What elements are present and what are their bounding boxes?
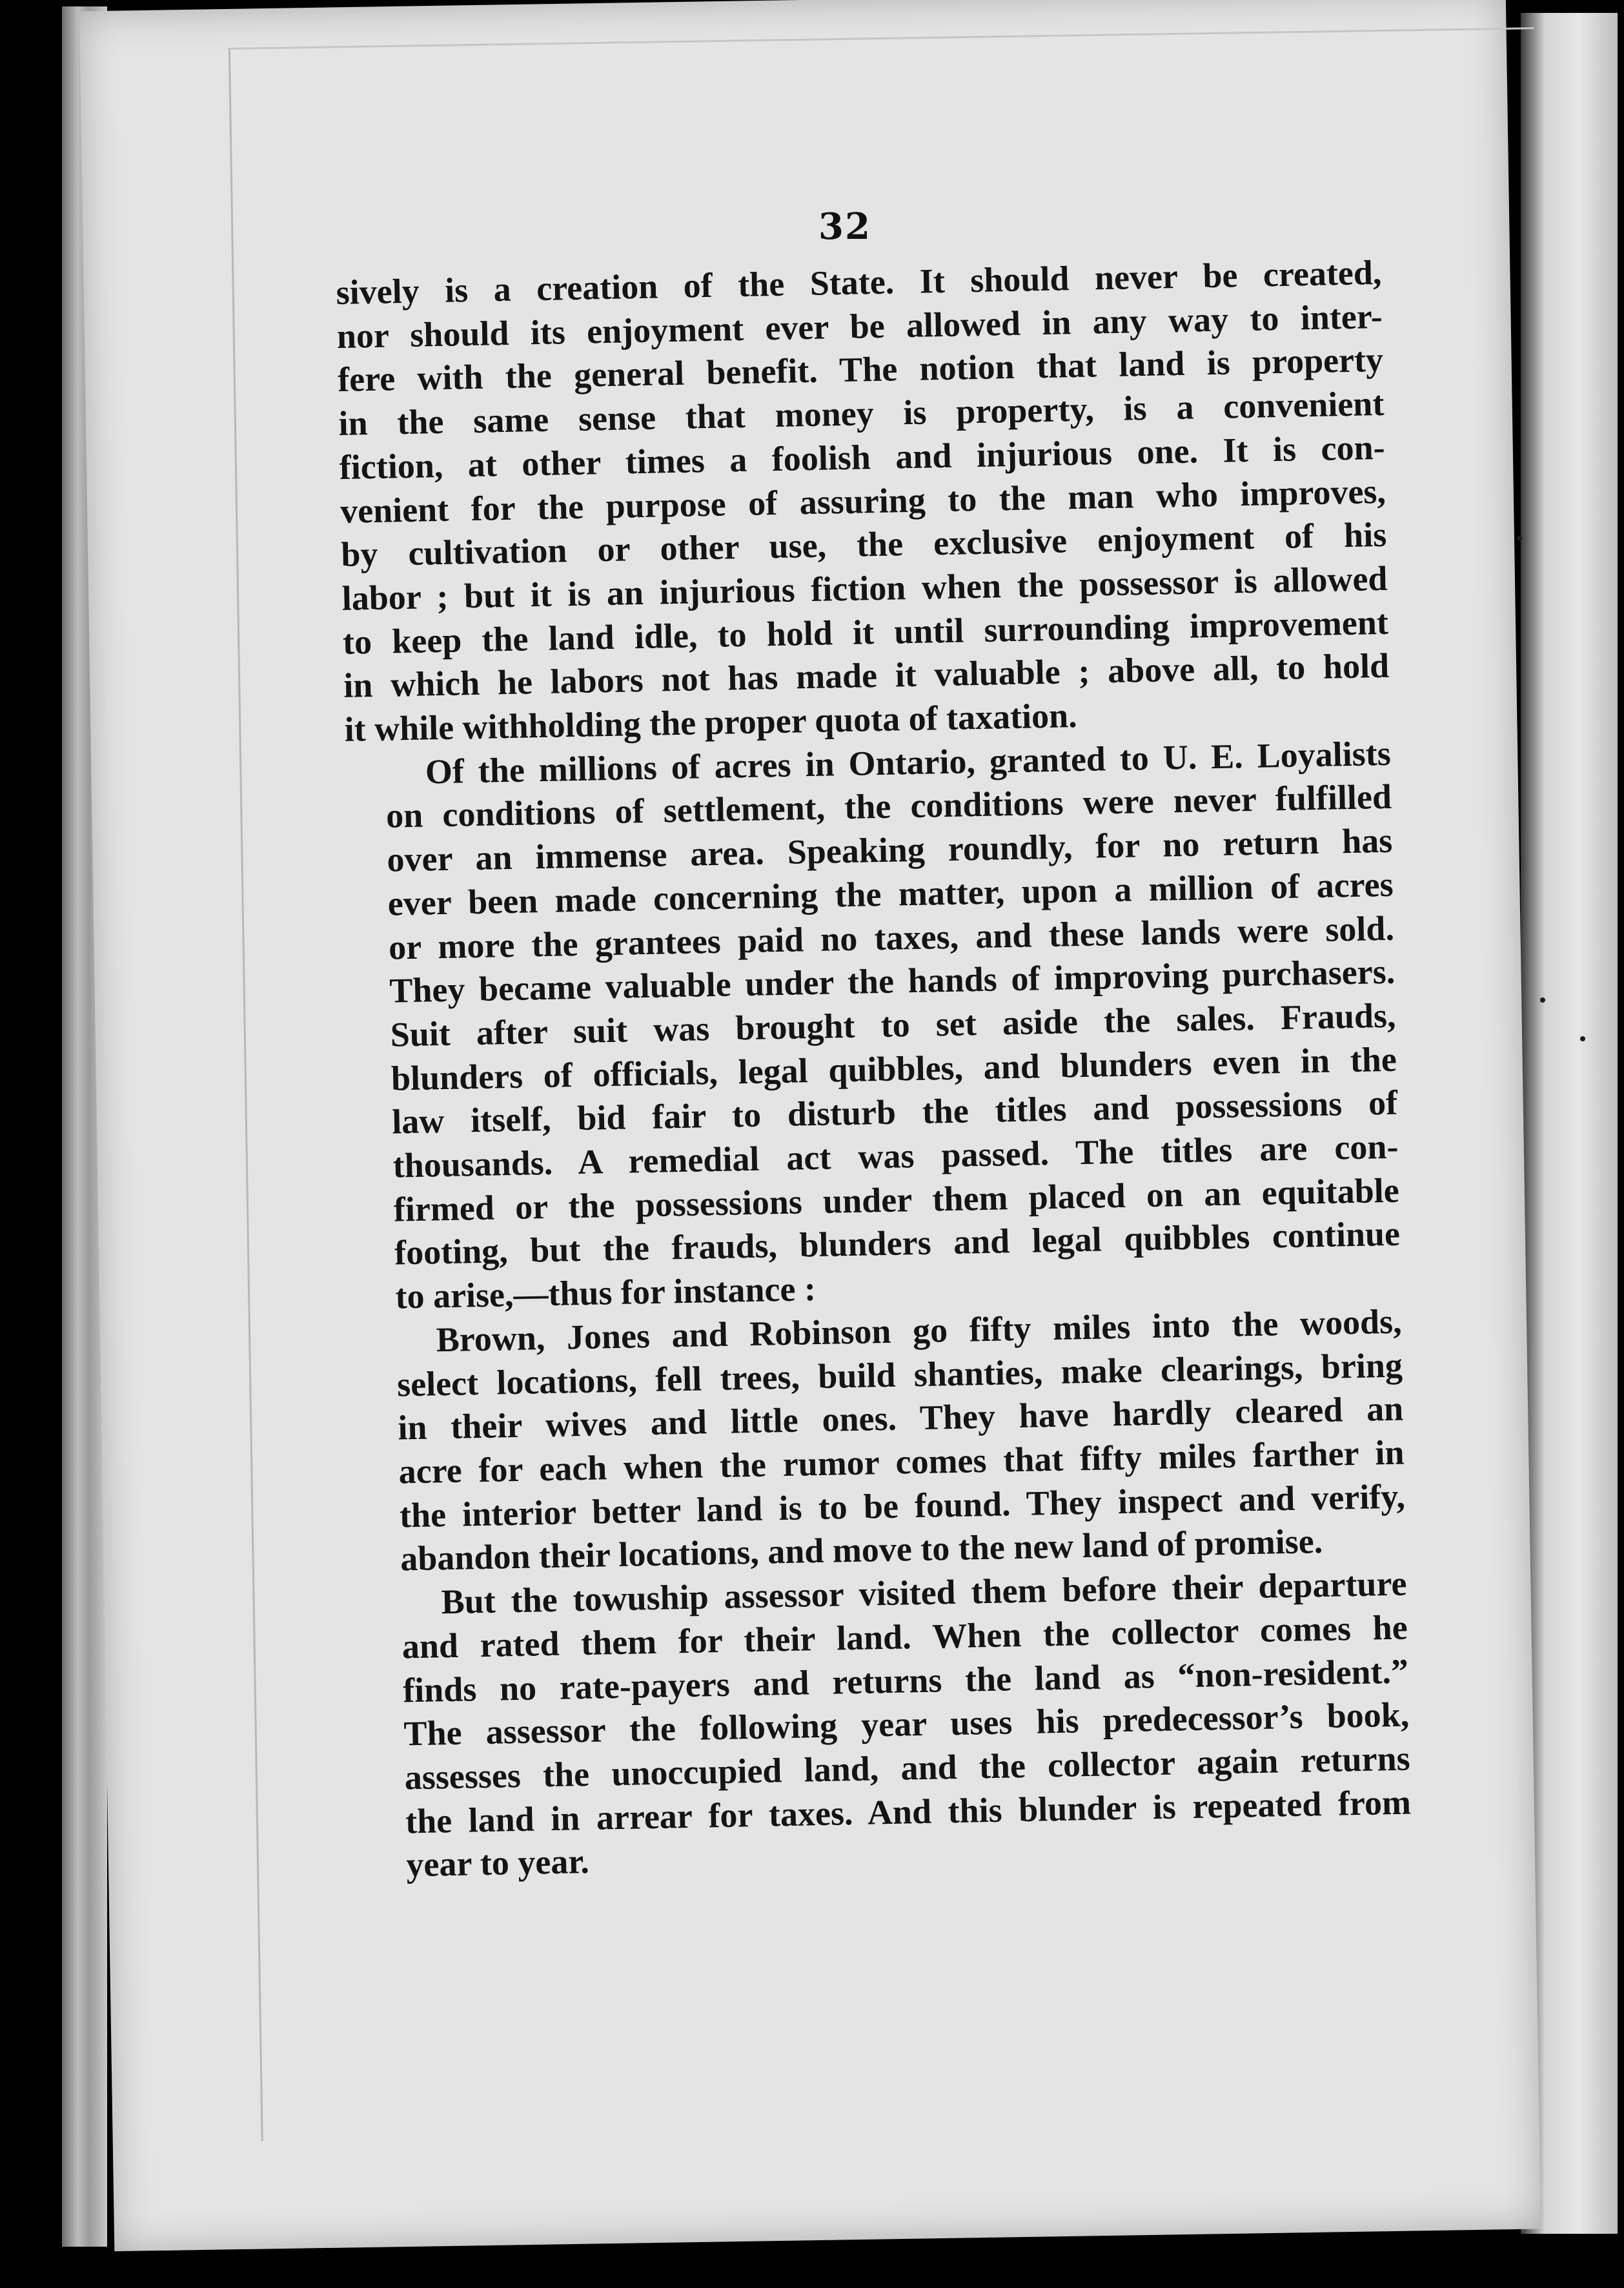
text-line: in which he labors not has made it valuable ; above all, to hold — [343, 646, 1390, 706]
text-line: to keep the land idle, to hold it until surrounding improvement — [342, 602, 1389, 662]
text-line: venient for the purpose of assuring to the man who improves, — [340, 471, 1386, 531]
text-line: year to year. — [405, 1842, 590, 1885]
text-line: over an immense area. Speaking roundly, for no return has — [386, 821, 1393, 879]
page-number: 32 — [818, 205, 871, 248]
text-line: in their wives and little ones. They have hardly cleared an — [397, 1389, 1404, 1447]
paragraph — [356, 1300, 1406, 1582]
text-line: sively is a creation of the State. It should never be created, — [336, 252, 1382, 312]
text-line: select locations, fell trees, build shanties, make clearings, bring — [396, 1345, 1403, 1404]
paragraph — [336, 251, 1390, 752]
text-line: in the same sense that money is property, is a convenient — [338, 383, 1385, 444]
scan-speck — [1517, 536, 1522, 541]
text-line: finds no rate-payers and returns the land as “non-resident.” — [402, 1651, 1409, 1710]
text-line: the interior better land is to be found. They inspect and verify, — [399, 1476, 1406, 1535]
text-line: or more the grantees paid no taxes, and these lands were sold. — [388, 908, 1395, 967]
paragraph — [345, 731, 1401, 1320]
text-line: on conditions of settlement, the conditions were never fulfilled — [385, 777, 1392, 836]
paragraph — [361, 1562, 1412, 1888]
text-line: abandon their locations, and move to the new land of promise. — [400, 1522, 1323, 1578]
text-line: by cultivation or other use, the exclusive enjoyment of his — [340, 515, 1387, 575]
body-text — [336, 251, 1412, 1888]
text-line: it while withholding the proper quota of taxation. — [344, 696, 1078, 749]
text-line: the land in arrear for taxes. And this blunder is repeated from — [405, 1782, 1412, 1841]
text-line: They became valuable under the hands of improving purchasers. — [389, 952, 1396, 1010]
text-line: nor should its enjoyment ever be allowed in any way to inter- — [336, 296, 1383, 356]
text-line: to arise,—thus for instance : — [394, 1269, 817, 1316]
text-line: Brown, Jones and Robinson go fifty miles into the woods, — [436, 1302, 1403, 1360]
text-line: Of the millions of acres in Ontario, granted to U. E. Loyalists — [425, 733, 1392, 792]
text-line: ever been made concerning the matter, upon a million of acres — [387, 864, 1394, 923]
text-line: fere with the general benefit. The notion that land is property — [337, 340, 1384, 400]
text-line: The assessor the following year uses his predecessor’s book, — [403, 1695, 1410, 1753]
scan-speck — [1540, 997, 1545, 1003]
scan-speck — [1580, 1036, 1585, 1041]
text-line: acre for each when the rumor comes that fifty miles farther in — [398, 1433, 1405, 1491]
text-line: blunders of officials, legal quibbles, and blunders even in the — [391, 1039, 1397, 1098]
text-line: law itself, bid fair to disturb the titles and possessions of — [391, 1083, 1398, 1141]
text-line: firmed or the possessions under them placed on an equitable — [393, 1170, 1400, 1229]
text-line: Suit after suit was brought to set aside the sales. Frauds, — [390, 996, 1397, 1054]
text-line: thousands. A remedial act was passed. The titles are con- — [392, 1127, 1399, 1185]
text-line: But the towuship assessor visited them before their departure — [441, 1564, 1407, 1622]
text-line: fiction, at other times a foolish and injurious one. It is con- — [339, 427, 1386, 487]
text-line: labor ; but it is an injurious fiction when the possessor is allowed — [341, 558, 1388, 618]
text-line: footing, but the frauds, blunders and legal quibbles continue — [394, 1214, 1401, 1272]
text-line: assesses the unoccupied land, and the collector again returns — [404, 1739, 1411, 1797]
text-line: and rated them for their land. When the collector comes he — [401, 1608, 1408, 1666]
